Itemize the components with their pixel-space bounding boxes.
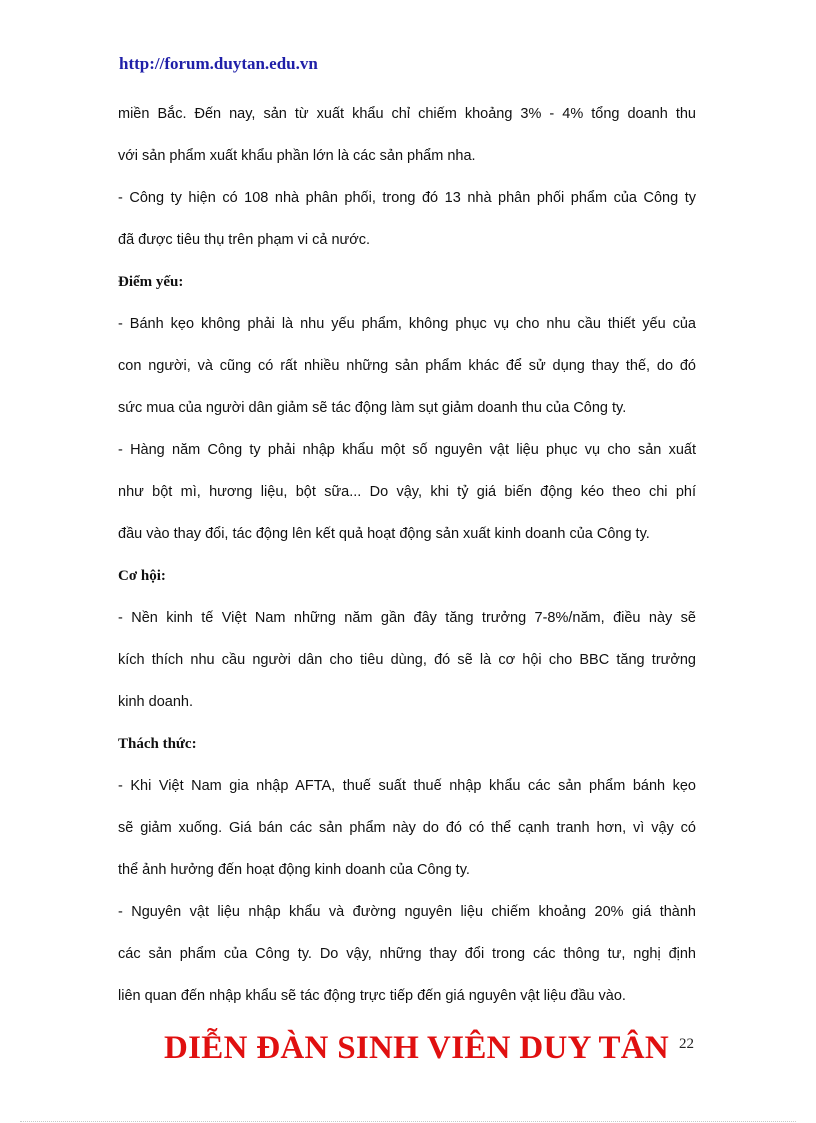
page-bottom-divider	[20, 1121, 796, 1122]
body-line: thể ảnh hưởng đến hoạt động kinh doanh của Công ty.	[118, 862, 470, 878]
page-number: 22	[679, 1036, 694, 1052]
body-line: - Bánh kẹo không phải là nhu yếu phẩm, không phục vụ cho nhu cầu thiết yếu của	[118, 316, 696, 332]
section-heading-opportunities: Cơ hội:	[118, 568, 166, 584]
body-text	[118, 98, 696, 1022]
body-line: con người, và cũng có rất nhiều những sản phẩm khác để sử dụng thay thế, do đó	[118, 358, 696, 374]
body-line: đầu vào thay đổi, tác động lên kết quả hoạt động sản xuất kinh doanh của Công ty.	[118, 526, 650, 542]
body-line: - Công ty hiện có 108 nhà phân phối, trong đó 13 nhà phân phối phẩm của Công ty	[118, 190, 696, 206]
body-line: - Nền kinh tế Việt Nam những năm gần đây tăng trưởng 7-8%/năm, điều này sẽ	[118, 610, 696, 626]
body-line: - Hàng năm Công ty phải nhập khẩu một số nguyên vật liệu phục vụ cho sản xuất	[118, 442, 696, 458]
body-line: sẽ giảm xuống. Giá bán các sản phẩm này do đó có thể cạnh tranh hơn, vì vậy có	[118, 820, 696, 836]
body-line: kích thích nhu cầu người dân cho tiêu dùng, đó sẽ là cơ hội cho BBC tăng trưởng	[118, 652, 696, 668]
body-line: đã được tiêu thụ trên phạm vi cả nước.	[118, 232, 371, 248]
body-line: - Nguyên vật liệu nhập khẩu và đường nguyên liệu chiếm khoảng 20% giá thành	[118, 904, 696, 920]
body-line: liên quan đến nhập khẩu sẽ tác động trực tiếp đến giá nguyên vật liệu đầu vào.	[118, 988, 626, 1004]
body-line: sức mua của người dân giảm sẽ tác động làm sụt giảm doanh thu của Công ty.	[118, 400, 627, 416]
forum-link[interactable]: http://forum.duytan.edu.vn	[119, 54, 318, 73]
body-line: kinh doanh.	[118, 694, 193, 710]
body-line: như bột mì, hương liệu, bột sữa... Do vậy, khi tỷ giá biến động kéo theo chi phí	[118, 484, 696, 500]
section-heading-weaknesses: Điểm yếu:	[118, 274, 184, 290]
forum-banner: DIỄN ĐÀN SINH VIÊN DUY TÂN	[164, 1030, 670, 1066]
body-line: - Khi Việt Nam gia nhập AFTA, thuế suất thuế nhập khẩu các sản phẩm bánh kẹo	[118, 778, 696, 794]
body-line: với sản phẩm xuất khẩu phần lớn là các sản phẩm nha.	[118, 148, 476, 164]
body-line: miền Bắc. Đến nay, sản từ xuất khẩu chỉ chiếm khoảng 3% - 4% tổng doanh thu	[118, 106, 696, 122]
body-line: các sản phẩm của Công ty. Do vậy, những thay đổi trong các thông tư, nghị định	[118, 946, 696, 962]
section-heading-challenges: Thách thức:	[118, 736, 197, 752]
